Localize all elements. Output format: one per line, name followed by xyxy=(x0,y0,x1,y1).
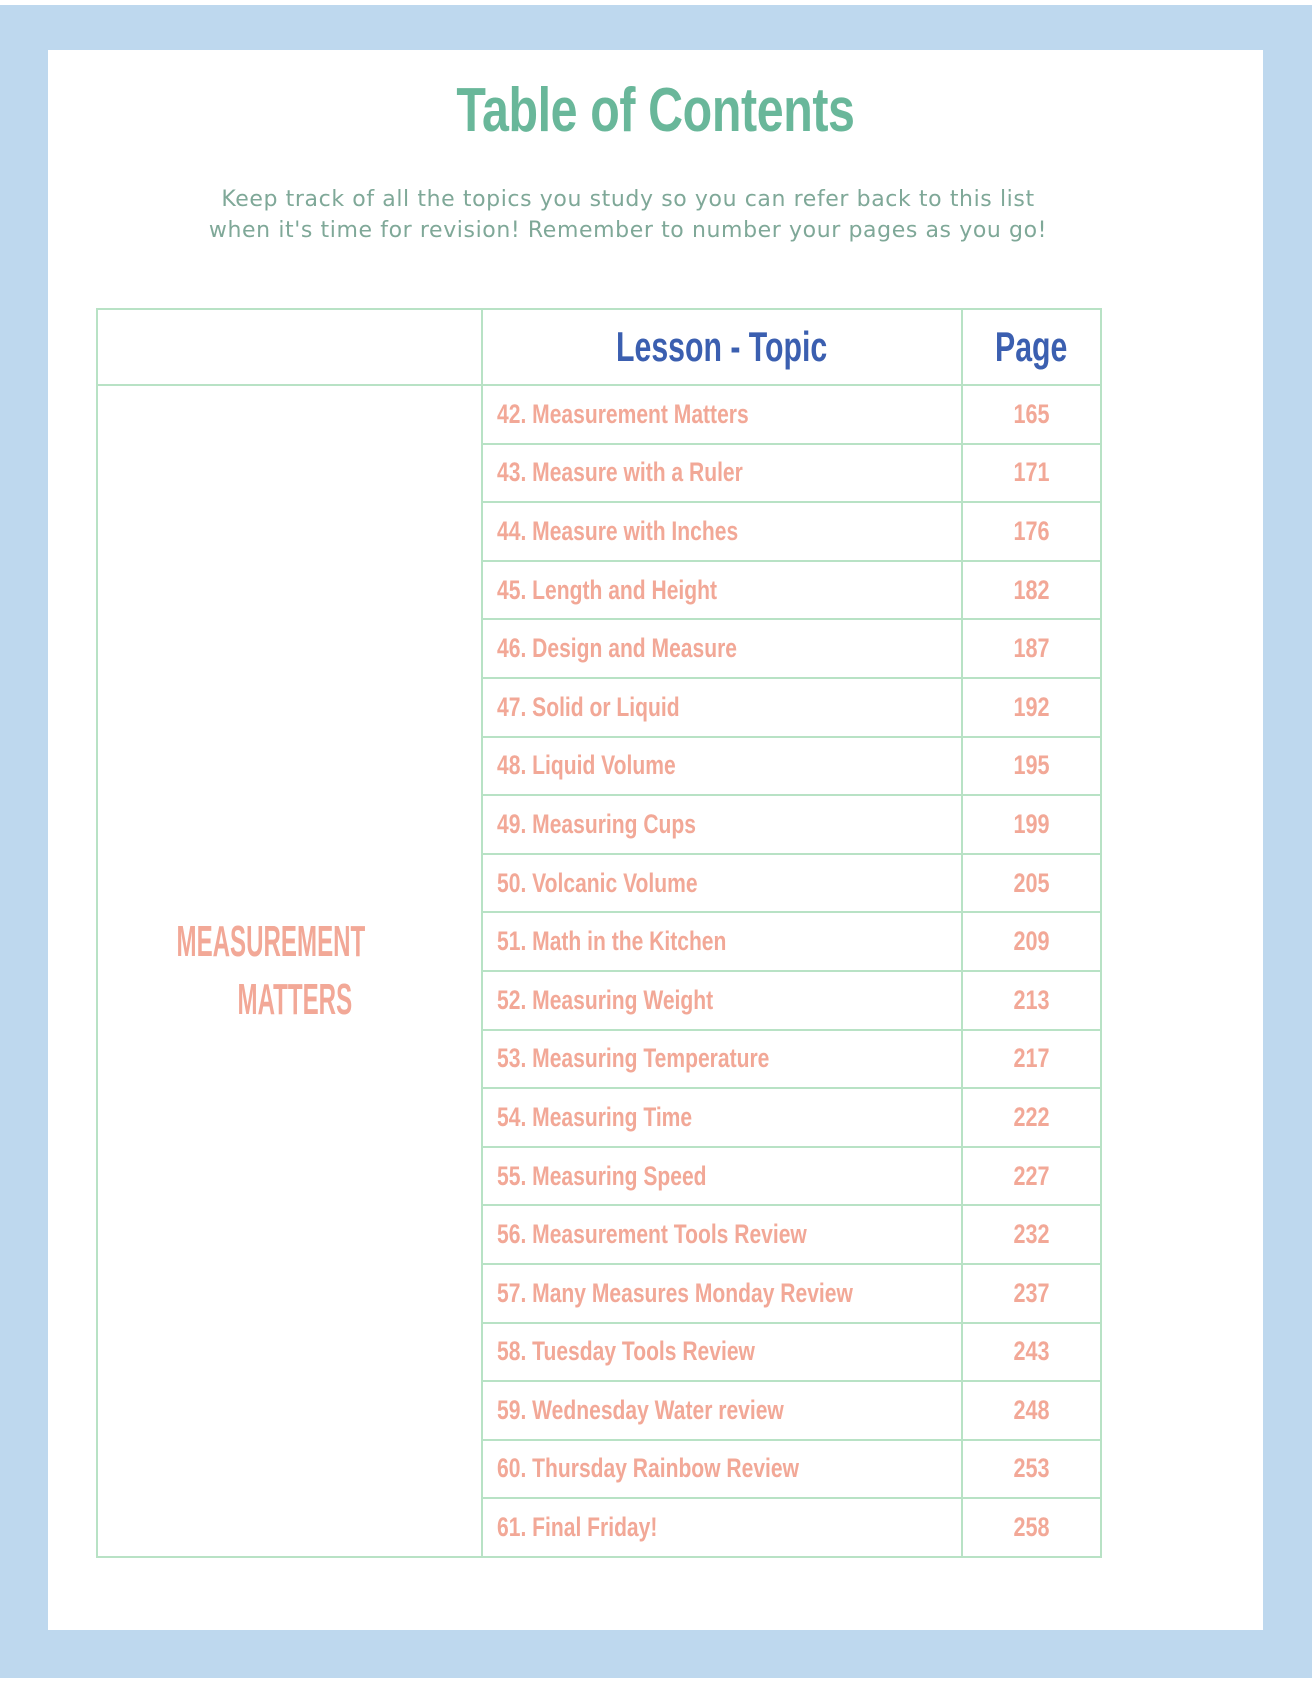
unit-title-cell xyxy=(97,385,482,1557)
lesson-topic-cell xyxy=(482,678,962,737)
page-number-text: 213 xyxy=(1013,984,1050,1015)
page-number-cell xyxy=(962,1088,1101,1147)
table-header-row xyxy=(97,309,1101,385)
lesson-topic-text: 44. Measure with Inches xyxy=(497,515,739,546)
lesson-topic-cell xyxy=(482,444,962,503)
lesson-topic-text: 47. Solid or Liquid xyxy=(497,691,680,722)
lesson-topic-cell xyxy=(482,1264,962,1323)
header-page: Page xyxy=(962,309,1101,385)
page-number-text: 243 xyxy=(1013,1336,1050,1367)
page-number-text: 222 xyxy=(1013,1101,1050,1132)
table-row xyxy=(97,385,1101,444)
lesson-topic-text: 55. Measuring Speed xyxy=(497,1160,707,1191)
subtitle-line-1: Keep track of all the topics you study so you can refer back to this list xyxy=(221,187,1035,212)
lesson-topic-cell xyxy=(482,912,962,971)
page-number-text: 182 xyxy=(1013,574,1050,605)
lesson-topic-text: 56. Measurement Tools Review xyxy=(497,1219,807,1250)
lesson-topic-text: 53. Measuring Temperature xyxy=(497,1043,770,1074)
lesson-topic-text: 48. Liquid Volume xyxy=(497,750,676,781)
table-body xyxy=(97,385,1101,1557)
page-number-cell xyxy=(962,1147,1101,1206)
lesson-topic-text: 42. Measurement Matters xyxy=(497,398,749,429)
header-unit xyxy=(97,309,482,385)
page-number-text: 165 xyxy=(1013,398,1050,429)
lesson-topic-cell xyxy=(482,1498,962,1557)
unit-title-line-2: MATTERS xyxy=(237,974,353,1024)
page-number-text: 205 xyxy=(1013,867,1050,898)
page-number-cell xyxy=(962,912,1101,971)
page-number-text: 199 xyxy=(1013,808,1050,839)
lesson-topic-text: 61. Final Friday! xyxy=(497,1512,658,1543)
page-number-cell xyxy=(962,561,1101,620)
lesson-topic-cell xyxy=(482,619,962,678)
lesson-topic-cell xyxy=(482,1030,962,1089)
lesson-topic-text: 54. Measuring Time xyxy=(497,1101,693,1132)
page-number-cell xyxy=(962,795,1101,854)
unit-title-line-1: MEASUREMENT xyxy=(176,916,366,966)
header-lesson-topic: Lesson - Topic xyxy=(482,309,962,385)
lesson-topic-text: 57. Many Measures Monday Review xyxy=(497,1277,853,1308)
page-number-text: 209 xyxy=(1013,926,1050,957)
subtitle-line-2: when it's time for revision! Remember to number your pages as you go! xyxy=(208,218,1048,243)
lesson-topic-cell xyxy=(482,795,962,854)
page-subtitle xyxy=(78,184,1178,246)
page-number-cell xyxy=(962,737,1101,796)
lesson-topic-cell xyxy=(482,385,962,444)
page-number-text: 195 xyxy=(1013,750,1050,781)
lesson-topic-text: 46. Design and Measure xyxy=(497,633,737,664)
lesson-topic-cell xyxy=(482,737,962,796)
lesson-topic-cell xyxy=(482,1205,962,1264)
page-number-cell xyxy=(962,1440,1101,1499)
lesson-topic-cell xyxy=(482,1381,962,1440)
page-sheet xyxy=(48,50,1263,1630)
page-number-text: 192 xyxy=(1013,691,1050,722)
page-number-cell xyxy=(962,619,1101,678)
lesson-topic-text: 58. Tuesday Tools Review xyxy=(497,1336,755,1367)
page-number-cell xyxy=(962,444,1101,503)
table-of-contents xyxy=(96,308,1102,1558)
page-number-text: 217 xyxy=(1013,1043,1050,1074)
lesson-topic-cell xyxy=(482,854,962,913)
lesson-topic-text: 51. Math in the Kitchen xyxy=(497,926,727,957)
page-number-cell xyxy=(962,385,1101,444)
page-number-cell xyxy=(962,678,1101,737)
lesson-topic-text: 43. Measure with a Ruler xyxy=(497,457,743,488)
lesson-topic-text: 52. Measuring Weight xyxy=(497,984,714,1015)
lesson-topic-cell xyxy=(482,1323,962,1382)
page-number-text: 187 xyxy=(1013,633,1050,664)
lesson-topic-text: 49. Measuring Cups xyxy=(497,808,697,839)
page-number-cell xyxy=(962,1498,1101,1557)
page-number-cell xyxy=(962,1264,1101,1323)
lesson-topic-cell xyxy=(482,1440,962,1499)
lesson-topic-text: 59. Wednesday Water review xyxy=(497,1394,784,1425)
page-number-text: 176 xyxy=(1013,515,1050,546)
page-number-text: 237 xyxy=(1013,1277,1050,1308)
lesson-topic-text: 45. Length and Height xyxy=(497,574,718,605)
lesson-topic-cell xyxy=(482,1088,962,1147)
page-number-cell xyxy=(962,971,1101,1030)
lesson-topic-cell xyxy=(482,502,962,561)
page-number-cell xyxy=(962,1323,1101,1382)
lesson-topic-cell xyxy=(482,971,962,1030)
lesson-topic-cell xyxy=(482,561,962,620)
page-number-text: 248 xyxy=(1013,1394,1050,1425)
lesson-topic-cell xyxy=(482,1147,962,1206)
lesson-topic-text: 60. Thursday Rainbow Review xyxy=(497,1453,799,1484)
page-number-text: 232 xyxy=(1013,1219,1050,1250)
page-number-text: 253 xyxy=(1013,1453,1050,1484)
page-number-text: 227 xyxy=(1013,1160,1050,1191)
page-number-text: 258 xyxy=(1013,1512,1050,1543)
page-frame xyxy=(0,5,1312,1678)
page-number-text: 171 xyxy=(1013,457,1050,488)
page-number-cell xyxy=(962,1030,1101,1089)
lesson-topic-text: 50. Volcanic Volume xyxy=(497,867,698,898)
page-number-cell xyxy=(962,1381,1101,1440)
page-number-cell xyxy=(962,502,1101,561)
page-title: Table of Contents xyxy=(456,76,855,145)
page-number-cell xyxy=(962,1205,1101,1264)
page-number-cell xyxy=(962,854,1101,913)
